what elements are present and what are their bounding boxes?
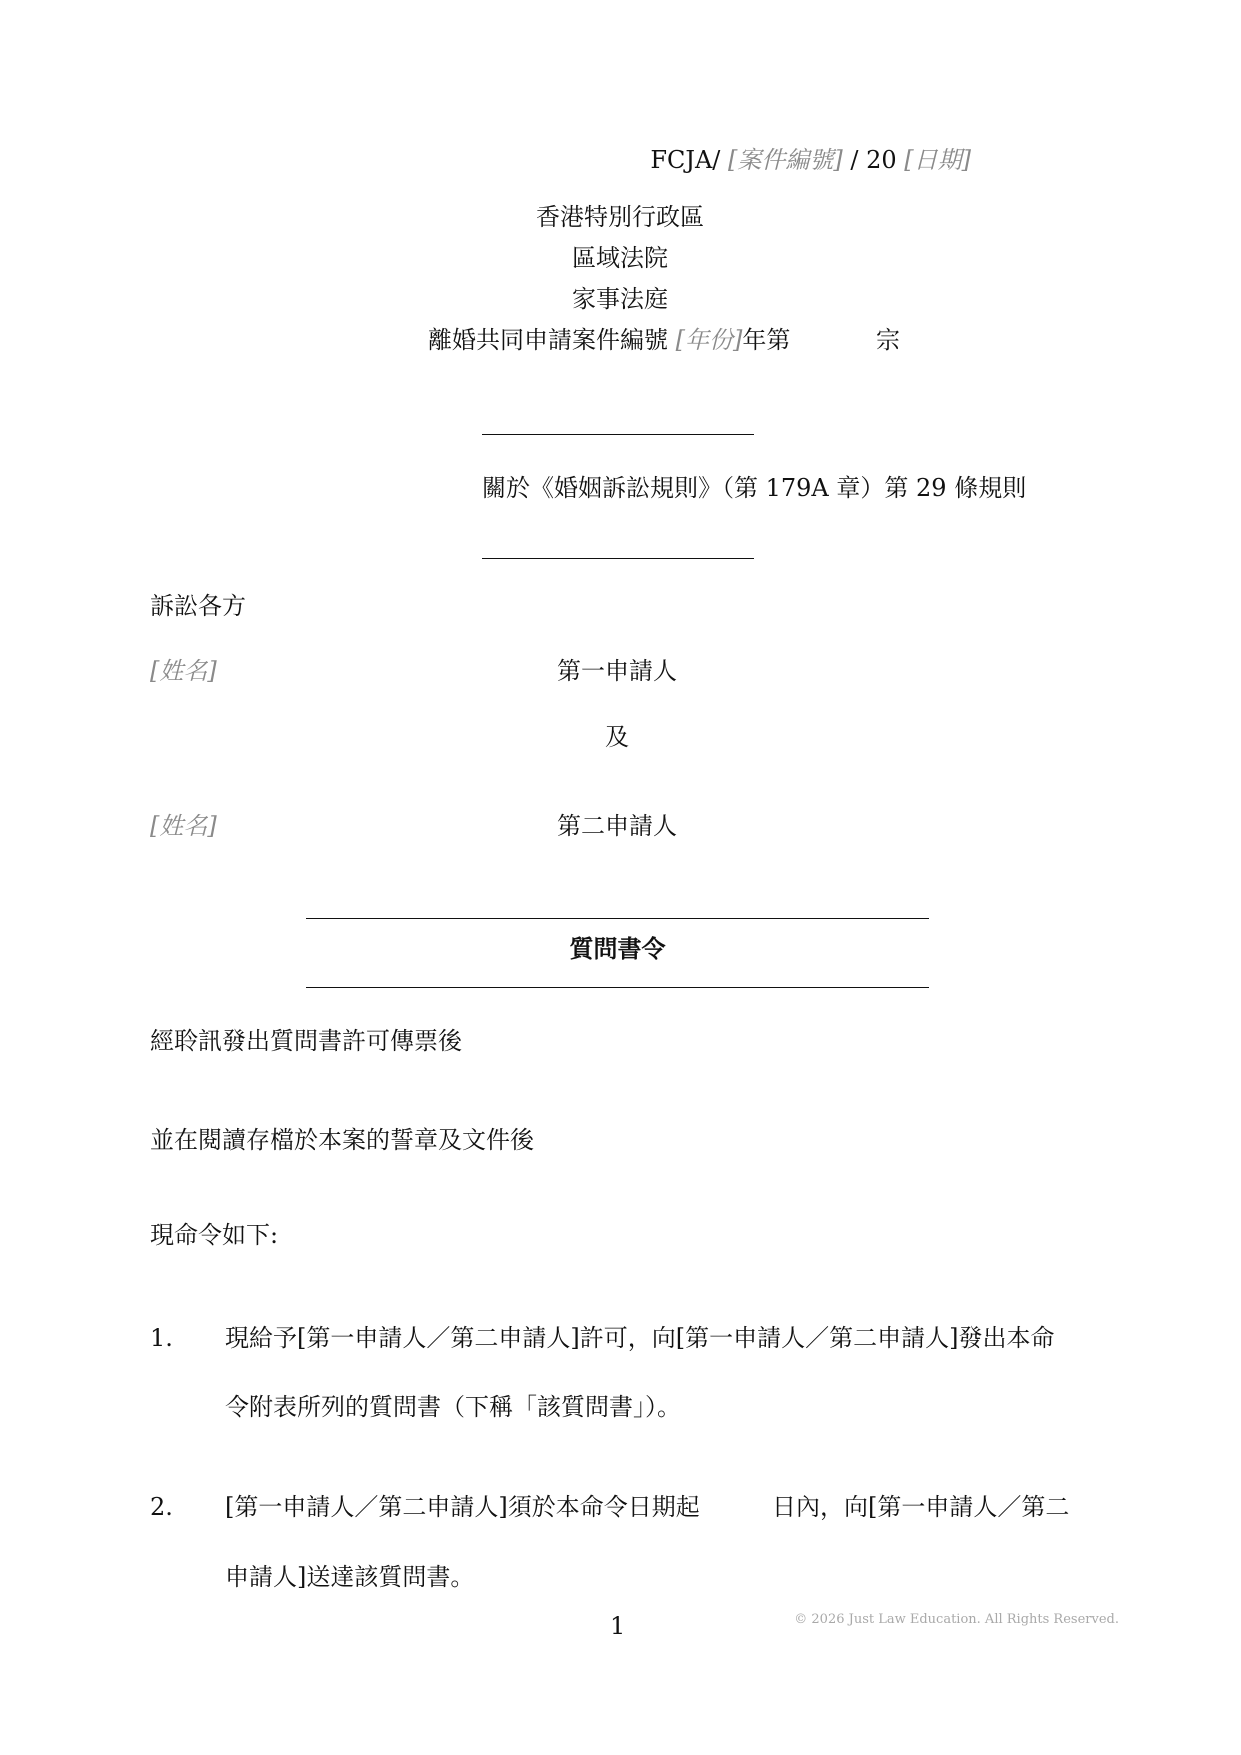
case-year-placeholder: [年份] (675, 326, 743, 354)
title-rule-top (306, 918, 929, 919)
parties-conjunction: 及 (605, 723, 629, 751)
copyright-notice: © 2026 Just Law Education. All Rights Reserved. (794, 1612, 1119, 1627)
divider-short-2 (482, 558, 754, 559)
rule-reference: 關於《婚姻訴訟規則》（第 179A 章）第 29 條規則 (482, 474, 1027, 502)
party1-name-placeholder: [姓名] (150, 657, 217, 685)
divider-short-1 (482, 434, 754, 435)
item-2-line-2: 申請人]送達該質問書。 (225, 1563, 475, 1591)
case-line-suffix: 宗 (876, 326, 900, 354)
item-1-line-1: 現給予[第一申請人／第二申請人]許可，向[第一申請人／第二申請人]發出本命 (225, 1324, 1055, 1352)
court-line-2: 區域法院 (572, 244, 668, 272)
preamble-line-1: 經聆訊發出質問書許可傳票後 (150, 1027, 462, 1055)
party2-name-placeholder: [姓名] (150, 812, 217, 840)
party1-role: 第一申請人 (557, 657, 677, 685)
title-rule-bottom (306, 987, 929, 988)
page-number: 1 (610, 1612, 626, 1640)
court-line-3: 家事法庭 (572, 285, 668, 313)
item-1-number: 1. (150, 1324, 173, 1352)
case-line-mid: 年第 (742, 326, 791, 354)
preamble-line-2: 並在閱讀存檔於本案的誓章及文件後 (150, 1126, 534, 1154)
ref-case-number-placeholder: [案件編號] (728, 146, 843, 174)
court-line-1: 香港特別行政區 (536, 203, 704, 231)
ref-mid: / 20 (842, 146, 905, 174)
case-line-prefix: 離婚共同申請案件編號 (428, 326, 676, 354)
case-reference (650, 145, 971, 175)
order-title: 質問書令 (569, 934, 666, 963)
item-2-line-1b: 日內，向[第一申請人／第二 (772, 1493, 1070, 1521)
parties-heading: 訴訟各方 (150, 592, 246, 620)
item-2-number: 2. (150, 1493, 173, 1521)
case-number-line (428, 325, 790, 355)
ref-prefix: FCJA/ (650, 146, 729, 174)
preamble-line-3: 現命令如下: (150, 1221, 279, 1249)
item-2-line-1a: [第一申請人／第二申請人]須於本命令日期起 (225, 1493, 700, 1521)
ref-date-placeholder: [日期] (904, 146, 971, 174)
item-1-line-2: 令附表所列的質問書（下稱「該質問書」）。 (225, 1393, 681, 1421)
party2-role: 第二申請人 (557, 812, 677, 840)
